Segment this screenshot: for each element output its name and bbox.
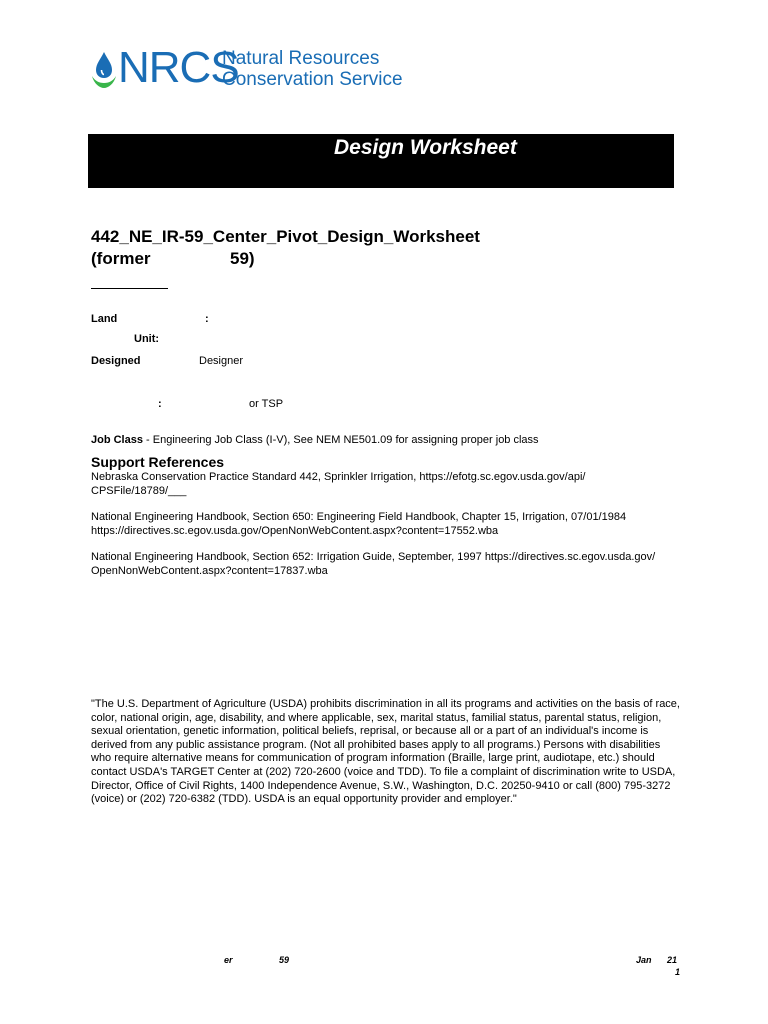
banner-title: Design Worksheet bbox=[334, 136, 517, 159]
field-colon: : bbox=[158, 398, 162, 410]
unit-label: Unit: bbox=[134, 333, 160, 345]
job-class-text: - Engineering Job Class (I-V), See NEM NE501.09 for assigning proper job class bbox=[142, 434, 539, 446]
reference-item: National Engineering Handbook, Section 650: Engineering Field Handbook, Chapter 15, Irrigation, 07/01/1984 https://directives.sc.egov.usda.gov/OpenNonWebContent.aspx?content=17552.wba bbox=[91, 511, 627, 537]
or-tsp-label: or TSP bbox=[249, 398, 284, 410]
logo-agency-name bbox=[222, 48, 403, 90]
footer-left-a: er bbox=[224, 955, 233, 965]
job-class-line bbox=[91, 433, 681, 447]
logo-name-line1: Natural Resources bbox=[222, 48, 380, 69]
nrcs-logo bbox=[90, 43, 410, 94]
document-title-number: 59) bbox=[230, 249, 255, 268]
designed-label: Designed bbox=[91, 355, 141, 367]
land-colon: : bbox=[205, 313, 209, 325]
title-banner bbox=[88, 134, 674, 188]
support-references-heading: Support References bbox=[91, 454, 225, 470]
footer-page-number: 1 bbox=[675, 967, 681, 977]
document-title-former: (former bbox=[91, 249, 151, 268]
logo-acronym: NRCS bbox=[118, 43, 239, 92]
document-title: 442_NE_IR-59_Center_Pivot_Design_Worksheet bbox=[91, 227, 480, 246]
land-label: Land bbox=[91, 313, 118, 325]
title-underline bbox=[91, 288, 168, 289]
job-class-label: Job Class bbox=[91, 434, 143, 446]
nondiscrimination-statement: "The U.S. Department of Agriculture (USDA) prohibits discrimination in all its programs and activities on the basis of race, color, national origin, age, disability, and where applicable, sex, marital status, familial status, parental status, religion, sexual orientation, genetic information, political beliefs, reprisal, or because all or a part of an individual's income is derived from any public assistance program. (Not all prohibited bases apply to all programs.) Persons with disabilities who require alternative means for communication of program information (Braille, large print, audiotape, etc.) should contact USDA's TARGET Center at (202) 720-2600 (voice and TDD). To file a complaint of discrimination write to USDA, Director, Office of Civil Rights, 1400 Independence Avenue, S.W., Washington, D.C. 20250-9410 or call (800) 795-3272 (voice) or (202) 720-6382 (TDD). USDA is an equal opportunity provider and employer." bbox=[91, 698, 680, 806]
footer-year: 21 bbox=[667, 955, 678, 965]
reference-item: National Engineering Handbook, Section 652: Irrigation Guide, September, 1997 https://directives.sc.egov.usda.gov/ OpenNonWebContent.aspx?content=17837.wba bbox=[91, 551, 656, 577]
footer-left-b: 59 bbox=[279, 955, 290, 965]
water-drop-icon bbox=[90, 50, 118, 90]
logo-name-line2: Conservation Service bbox=[222, 69, 403, 90]
reference-item: Nebraska Conservation Practice Standard 442, Sprinkler Irrigation, https://efotg.sc.egov.usda.gov/api/ CPSFile/18789/___ bbox=[91, 471, 586, 497]
footer-month: Jan bbox=[636, 955, 652, 965]
designer-label: Designer bbox=[199, 355, 244, 367]
